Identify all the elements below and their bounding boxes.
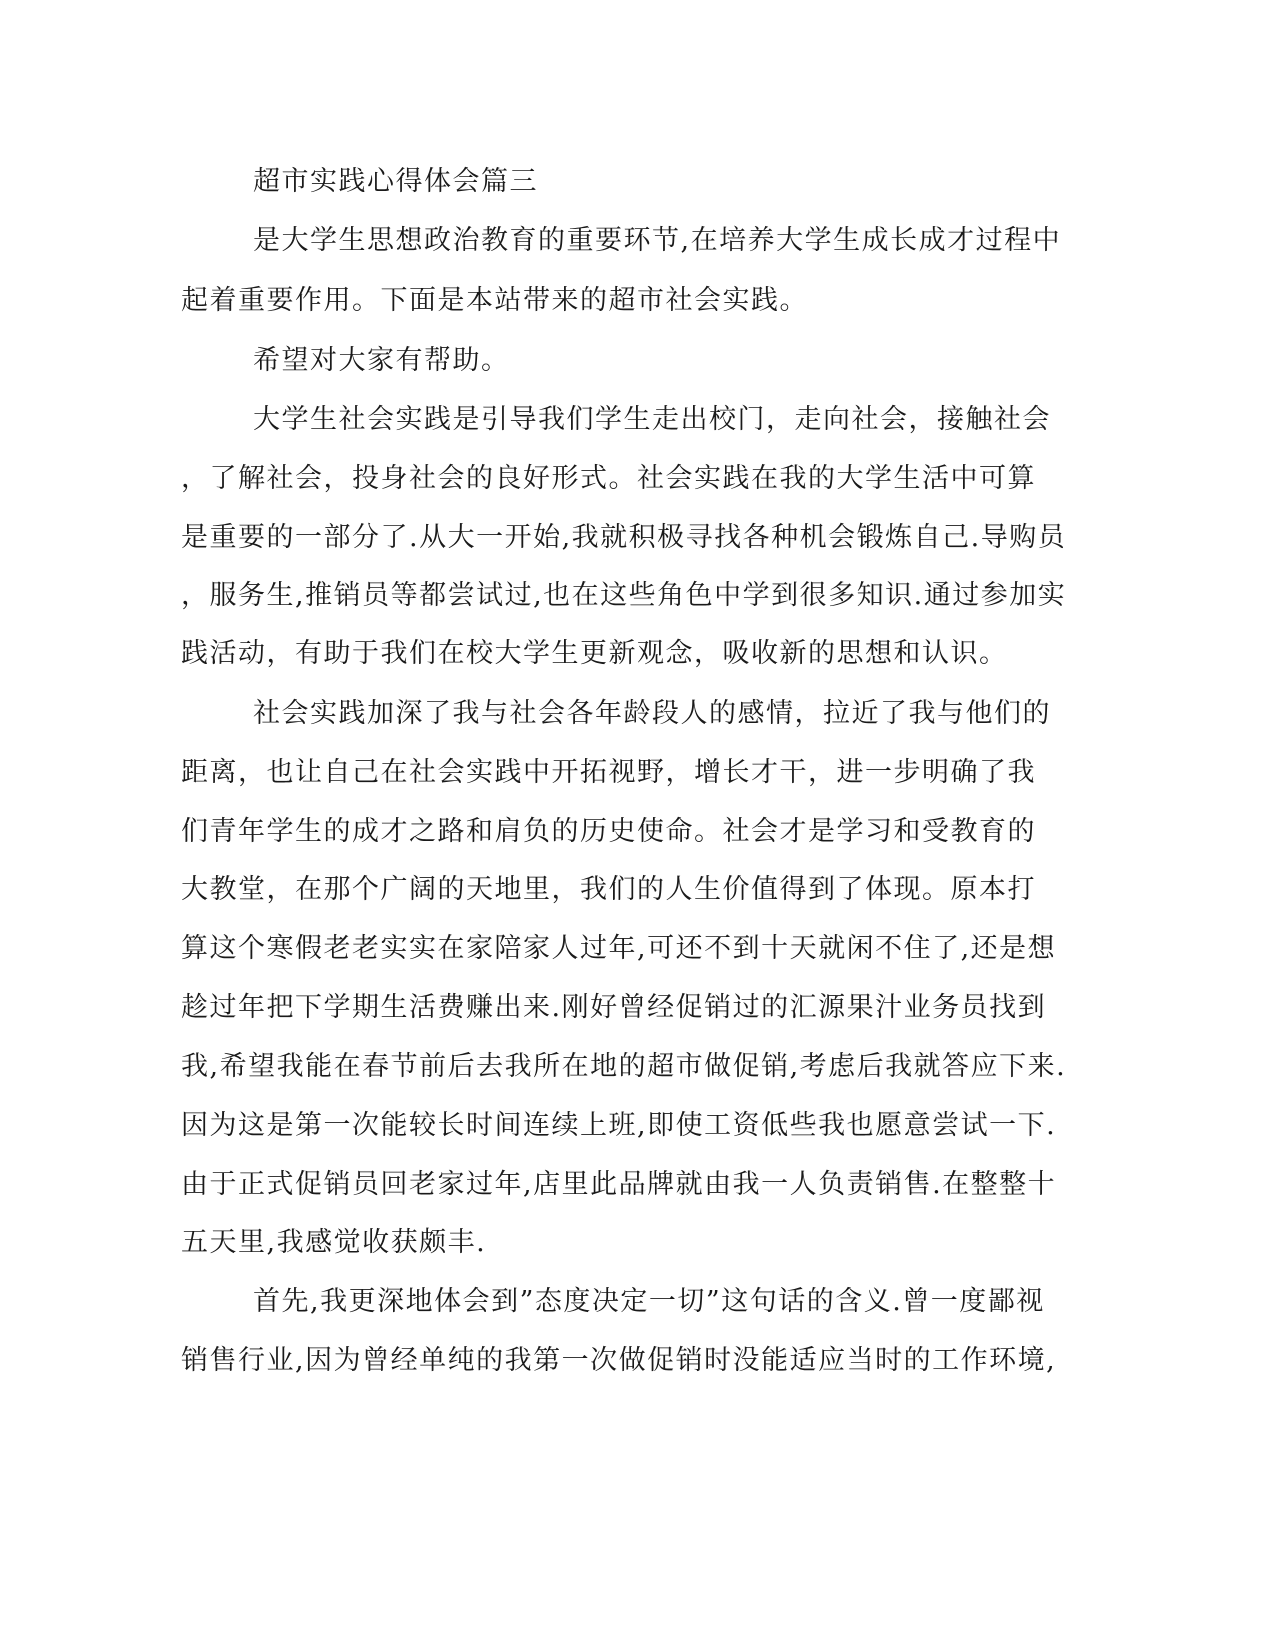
- text-line: 趁过年把下学期生活费赚出来.刚好曾经促销过的汇源果汁业务员找到: [181, 992, 1047, 1023]
- text-line: 起着重要作用。下面是本站带来的超市社会实践。: [181, 285, 808, 316]
- text-line: 践活动，有助于我们在校大学生更新观念，吸收新的思想和认识。: [181, 638, 1008, 669]
- text-line: 我,希望我能在春节前后去我所在地的超市做促销,考虑后我就答应下来.: [181, 1051, 1067, 1082]
- text-line: 销售行业,因为曾经单纯的我第一次做促销时没能适应当时的工作环境,: [181, 1345, 1057, 1376]
- document-title: 超市实践心得体会篇三: [253, 166, 538, 197]
- text-line: 因为这是第一次能较长时间连续上班,即使工资低些我也愿意尝试一下.: [181, 1110, 1057, 1141]
- text-line: 由于正式促销员回老家过年,店里此品牌就由我一人负责销售.在整整十: [181, 1169, 1057, 1200]
- text-line: 们青年学生的成才之路和肩负的历史使命。社会才是学习和受教育的: [181, 816, 1036, 847]
- text-line: 是重要的一部分了.从大一开始,我就积极寻找各种机会锻炼自己.导购员: [181, 522, 1067, 553]
- text-line: 距离，也让自己在社会实践中开拓视野，增长才干，进一步明确了我: [181, 757, 1036, 788]
- text-line: 五天里,我感觉收获颇丰.: [181, 1227, 487, 1258]
- text-line: 是大学生思想政治教育的重要环节,在培养大学生成长成才过程中: [253, 225, 1062, 256]
- text-line: ，服务生,推销员等都尝试过,也在这些角色中学到很多知识.通过参加实: [181, 580, 1067, 611]
- text-line: 社会实践加深了我与社会各年龄段人的感情，拉近了我与他们的: [253, 698, 1051, 729]
- text-line: 首先,我更深地体会到”态度决定一切”这句话的含义.曾一度鄙视: [253, 1286, 1045, 1317]
- text-line: 算这个寒假老老实实在家陪家人过年,可还不到十天就闲不住了,还是想: [181, 933, 1057, 964]
- text-line: 大学生社会实践是引导我们学生走出校门，走向社会，接触社会: [253, 404, 1051, 435]
- text-line: ，了解社会，投身社会的良好形式。社会实践在我的大学生活中可算: [181, 463, 1036, 494]
- text-line: 希望对大家有帮助。: [253, 345, 510, 376]
- text-line: 大教堂，在那个广阔的天地里，我们的人生价值得到了体现。原本打: [181, 874, 1036, 905]
